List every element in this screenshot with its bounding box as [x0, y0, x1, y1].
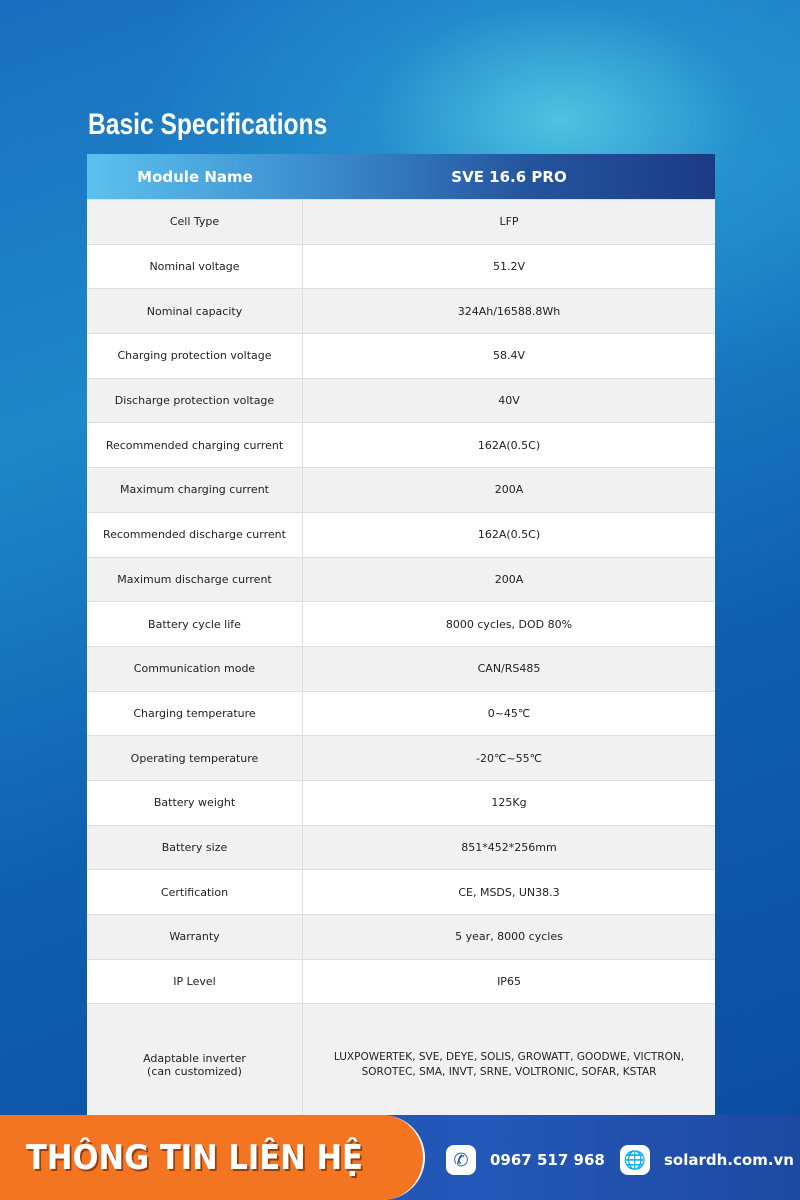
row-label: Battery cycle life — [87, 602, 303, 646]
table-row-inverter — [87, 1003, 715, 1125]
table-row — [87, 288, 715, 333]
row-label: Maximum discharge current — [87, 558, 303, 602]
table-row — [87, 959, 715, 1004]
row-value: CE, MSDS, UN38.3 — [458, 885, 560, 899]
row-value: 162A(0.5C) — [477, 528, 541, 542]
table-row — [87, 914, 715, 959]
row-label: Battery size — [87, 826, 303, 870]
row-value: 851*452*256mm — [461, 840, 557, 854]
header-label: Module Name — [137, 167, 253, 186]
row-label: IP Level — [87, 960, 303, 1004]
row-label — [87, 1004, 303, 1125]
table-row — [87, 244, 715, 289]
row-value: 40V — [498, 394, 520, 408]
table-row — [87, 869, 715, 914]
row-label: Warranty — [87, 915, 303, 959]
table-row — [87, 735, 715, 780]
phone-contact[interactable] — [446, 1145, 605, 1175]
row-value: 0~45℃ — [487, 706, 531, 720]
row-label: Operating temperature — [87, 736, 303, 780]
row-label: Recommended charging current — [87, 423, 303, 467]
row-label: Cell Type — [87, 200, 303, 244]
table-row — [87, 333, 715, 378]
row-value: LFP — [499, 215, 519, 229]
row-label: Nominal capacity — [87, 289, 303, 333]
row-value: 51.2V — [492, 260, 526, 274]
table-row — [87, 557, 715, 602]
globe-icon: 🌐 — [620, 1145, 650, 1175]
contact-banner-text: THÔNG TIN LIÊN HỆ — [26, 1137, 363, 1178]
page-title: Basic Specifications — [88, 108, 328, 141]
row-value: 162A(0.5C) — [477, 438, 541, 452]
table-row — [87, 467, 715, 512]
row-value: IP65 — [497, 975, 521, 989]
website-contact[interactable] — [620, 1145, 794, 1175]
row-value: CAN/RS485 — [477, 662, 541, 676]
table-row — [87, 825, 715, 870]
row-label: Discharge protection voltage — [87, 379, 303, 423]
row-value: 5 year, 8000 cycles — [455, 930, 563, 944]
table-row — [87, 199, 715, 244]
row-label: Maximum charging current — [87, 468, 303, 512]
row-value: -20℃~55℃ — [476, 751, 542, 765]
row-value: 200A — [494, 572, 524, 586]
header-value: SVE 16.6 PRO — [451, 167, 567, 186]
row-label: Charging temperature — [87, 692, 303, 736]
phone-icon: ✆ — [446, 1145, 476, 1175]
table-row — [87, 512, 715, 557]
row-label: Communication mode — [87, 647, 303, 691]
table-row — [87, 601, 715, 646]
row-value: 324Ah/16588.8Wh — [457, 304, 561, 318]
row-value: LUXPOWERTEK, SVE, DEYE, SOLIS, GROWATT, GOODWE, VICTRON, SOROTEC, SMA, INVT, SRNE, VOLTRONIC, SOFAR, KSTAR — [333, 1051, 685, 1078]
row-value: 125Kg — [491, 796, 527, 810]
table-row — [87, 691, 715, 736]
table-row — [87, 780, 715, 825]
inverter-label: Adaptable inverter — [143, 1051, 246, 1065]
row-label: Certification — [87, 870, 303, 914]
row-value: 8000 cycles, DOD 80% — [445, 617, 573, 631]
table-row — [87, 422, 715, 467]
row-value: 58.4V — [492, 349, 526, 363]
table-row — [87, 646, 715, 691]
row-label: Battery weight — [87, 781, 303, 825]
contact-banner — [0, 1115, 425, 1200]
table-header — [87, 154, 715, 199]
row-label: Recommended discharge current — [87, 513, 303, 557]
website-url: solardh.com.vn — [664, 1151, 794, 1169]
inverter-sublabel: (can customized) — [147, 1064, 242, 1078]
table-row — [87, 378, 715, 423]
spec-table — [87, 154, 715, 1125]
row-label: Nominal voltage — [87, 245, 303, 289]
phone-number: 0967 517 968 — [490, 1151, 605, 1169]
row-value: 200A — [494, 483, 524, 497]
row-label: Charging protection voltage — [87, 334, 303, 378]
contact-footer — [0, 1115, 800, 1200]
